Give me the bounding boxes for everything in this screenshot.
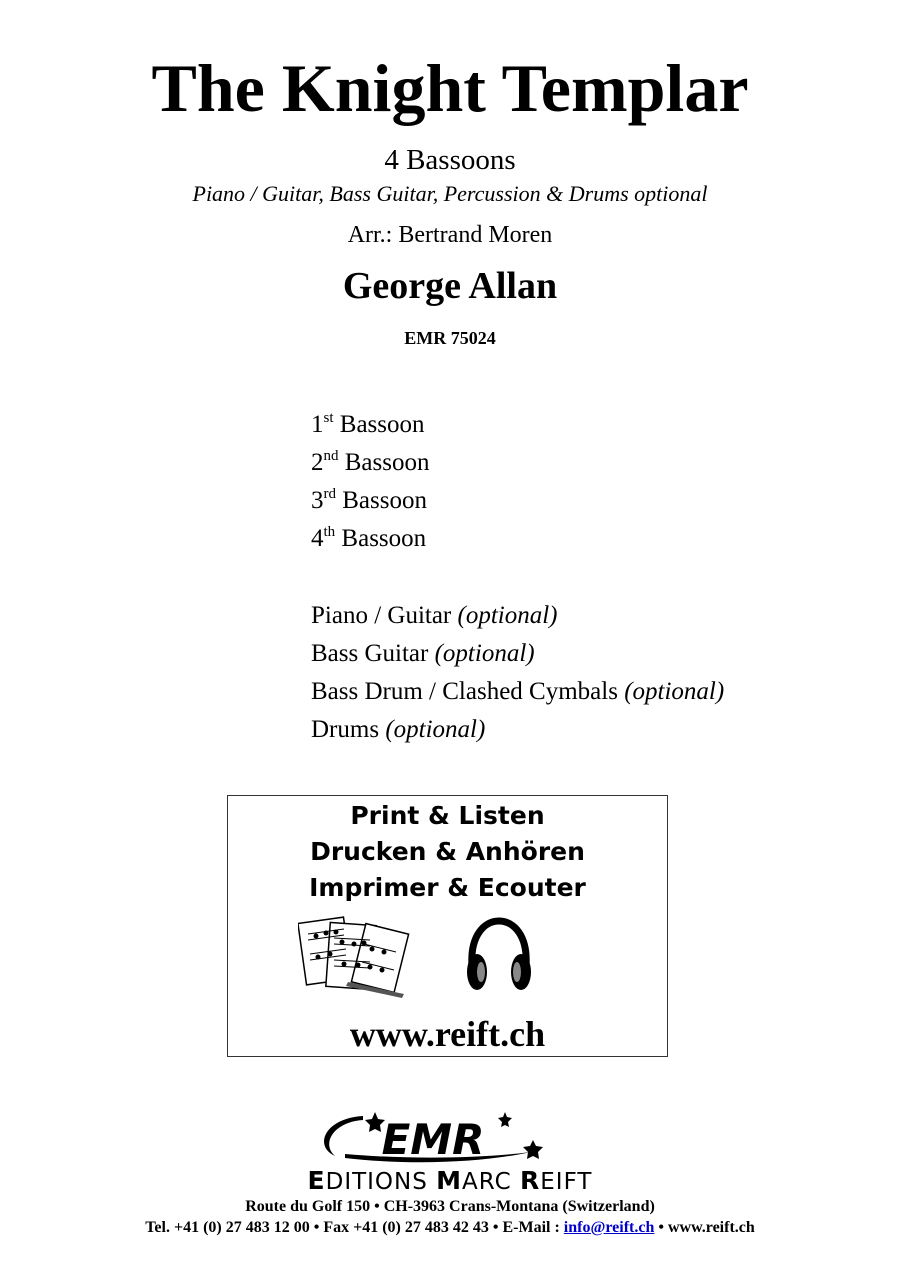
- part-drums: Drums (optional): [311, 716, 486, 743]
- publisher-contact: Tel. +41 (0) 27 483 12 00 • Fax +41 (0) 27 483 42 43 • E-Mail : info@reift.ch • www.reift.ch: [145, 1219, 755, 1236]
- emr-logo: [305, 1108, 555, 1168]
- part-bassoon-2: 2nd Bassoon: [311, 448, 430, 476]
- promo-line-en: Print & Listen: [350, 801, 545, 830]
- part-bassoon-4: 4th Bassoon: [311, 524, 427, 552]
- part-bass-drum-cymbals: Bass Drum / Clashed Cymbals (optional): [311, 678, 725, 705]
- print-listen-box: [227, 795, 668, 1057]
- sheet-music-icon: [298, 914, 413, 1000]
- part-bass-guitar: Bass Guitar (optional): [311, 640, 535, 667]
- composer: George Allan: [342, 265, 558, 307]
- catalog-number: EMR 75024: [404, 328, 496, 348]
- email-link[interactable]: info@reift.ch: [563, 1219, 655, 1236]
- publisher-address: Route du Golf 150 • CH-3963 Crans-Montana (Switzerland): [245, 1198, 655, 1215]
- optional-instruments-line: Piano / Guitar, Bass Guitar, Percussion & Drums optional: [192, 181, 708, 206]
- part-piano-guitar: Piano / Guitar (optional): [311, 602, 558, 629]
- promo-line-de: Drucken & Anhören: [310, 837, 585, 866]
- promo-line-fr: Imprimer & Ecouter: [309, 873, 586, 902]
- part-bassoon-3: 3rd Bassoon: [311, 486, 427, 514]
- publisher-name: EDITIONS MARC REIFT: [307, 1166, 593, 1195]
- part-bassoon-1: 1st Bassoon: [311, 410, 425, 438]
- logo-text: EMR: [381, 1115, 485, 1164]
- score-title: The Knight Templar: [151, 50, 749, 126]
- promo-url[interactable]: www.reift.ch: [349, 1014, 546, 1054]
- arranger: Arr.: Bertrand Moren: [347, 222, 553, 248]
- headphones-icon: [464, 916, 534, 996]
- instrumentation: 4 Bassoons: [384, 144, 516, 176]
